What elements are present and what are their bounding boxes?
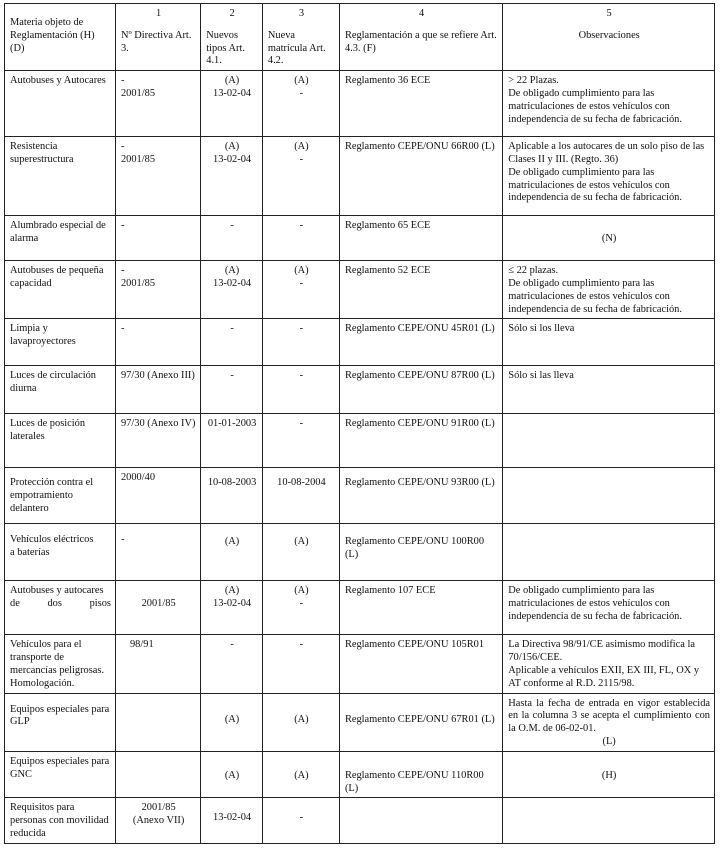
cell-reglamentacion: Reglamento 36 ECE (339, 71, 502, 137)
cell-nuevos: (A) (201, 524, 263, 581)
table-row (5, 319, 715, 366)
header-matricula-label: Nueva matrícula Art. 4.2. (267, 29, 326, 67)
cell-directiva: - 2001/85 (115, 137, 200, 216)
cell-reglamentacion (339, 798, 502, 843)
cell-nuevos: (A) 13-02-04 (201, 581, 263, 635)
cell-nuevos: (A) (201, 693, 263, 751)
cell-observaciones (503, 693, 715, 751)
cell-nuevos: (A) 13-02-04 (201, 137, 263, 216)
cell-matricula: (A) (262, 524, 339, 581)
cell-observaciones: (N) (503, 216, 715, 261)
cell-nuevos: - (201, 216, 263, 261)
cell-observaciones: ≤ 22 plazas. De obligado cumplimiento para las matriculaciones de estos vehículos con independencia de su fecha de fabricación. (503, 261, 715, 319)
cell-directiva: - (115, 216, 200, 261)
cell-observaciones (503, 414, 715, 468)
cell-directiva: 97/30 (Anexo IV) (115, 414, 200, 468)
cell-nuevos: (A) (201, 751, 263, 798)
header-row (5, 4, 715, 71)
cell-reglamentacion: Reglamento 52 ECE (339, 261, 502, 319)
header-observaciones (503, 4, 715, 71)
cell-materia: Resistencia superestructura (5, 137, 116, 216)
cell-reglamentacion: Reglamento CEPE/ONU 93R00 (L) (339, 468, 502, 524)
header-directiva (115, 4, 200, 71)
cell-nuevos: 01-01-2003 (201, 414, 263, 468)
cell-reglamentacion: Reglamento CEPE/ONU 105R01 (339, 635, 502, 693)
header-directiva-label: Nº Directiva Art. 3. (120, 29, 192, 54)
cell-nuevos: (A) 13-02-04 (201, 261, 263, 319)
table-row (5, 216, 715, 261)
table-row (5, 798, 715, 843)
table-row (5, 524, 715, 581)
header-number-3: 3 (298, 8, 305, 19)
header-reglamentacion-label: Reglamentación a que se refiere Art. 4.3. (F) (344, 29, 497, 54)
cell-matricula: 10-08-2004 (262, 468, 339, 524)
cell-observaciones (503, 524, 715, 581)
cell-reglamentacion: Reglamento CEPE/ONU 45R01 (L) (339, 319, 502, 366)
cell-nuevos: 13-02-04 (201, 798, 263, 843)
cell-materia: Autobuses y autocares de dos pisos (5, 581, 116, 635)
observaciones-note: (L) (602, 735, 616, 747)
table-row (5, 751, 715, 798)
table-row (5, 71, 715, 137)
cell-directiva: - 2001/85 (115, 71, 200, 137)
header-materia-label: Materia objeto de Reglamentación (H) (D) (10, 17, 95, 54)
cell-matricula: (A) (262, 751, 339, 798)
cell-observaciones: Aplicable a los autocares de un solo piso de las Clases II y III. (Regto. 36) De obligado cumplimiento para las matriculaciones de estos vehículos con independencia de su fecha de fabricación. (503, 137, 715, 216)
cell-materia: Autobuses y Autocares (5, 71, 116, 137)
cell-observaciones: La Directiva 98/91/CE asimismo modifica la 70/156/CEE. Aplicable a vehículos EXII, EX III, FL, OX y AT conforme al R.D. 2115/98. (503, 635, 715, 693)
cell-observaciones: Sólo si las lleva (503, 366, 715, 414)
header-matricula (262, 4, 339, 71)
cell-nuevos: - (201, 319, 263, 366)
cell-reglamentacion: Reglamento 107 ECE (339, 581, 502, 635)
cell-nuevos: - (201, 366, 263, 414)
cell-matricula: (A) - (262, 137, 339, 216)
cell-matricula: - (262, 366, 339, 414)
table-row (5, 261, 715, 319)
cell-reglamentacion: Reglamento CEPE/ONU 87R00 (L) (339, 366, 502, 414)
cell-materia: Autobuses de pequeña capacidad (5, 261, 116, 319)
cell-reglamentacion: Reglamento CEPE/ONU 100R00 (L) (339, 524, 502, 581)
cell-observaciones: > 22 Plazas. De obligado cumplimiento para las matriculaciones de estos vehículos con independencia de su fecha de fabricación. (503, 71, 715, 137)
header-observaciones-label: Observaciones (578, 29, 640, 41)
table-row (5, 414, 715, 468)
cell-matricula: - (262, 635, 339, 693)
cell-reglamentacion: Reglamento CEPE/ONU 91R00 (L) (339, 414, 502, 468)
cell-directiva: 2001/85 (115, 581, 200, 635)
cell-materia: Requisitos para personas con movilidad reducida (5, 798, 116, 843)
header-reglamentacion (339, 4, 502, 71)
header-number-4: 4 (419, 8, 425, 19)
cell-matricula: (A) - (262, 261, 339, 319)
cell-observaciones (503, 798, 715, 843)
cell-observaciones: Sólo si los lleva (503, 319, 715, 366)
cell-materia: Alumbrado especial de alarma (5, 216, 116, 261)
cell-directiva: - (115, 524, 200, 581)
cell-materia: Vehículos eléctricos a baterías (5, 524, 116, 581)
cell-observaciones: De obligado cumplimiento para las matriculaciones de estos vehículos con independencia de su fecha de fabricación. (503, 581, 715, 635)
cell-directiva: - 2001/85 (115, 261, 200, 319)
cell-directiva: 97/30 (Anexo III) (115, 366, 200, 414)
cell-directiva: 2000/40 (115, 468, 200, 524)
header-materia (5, 4, 116, 71)
cell-reglamentacion: Reglamento CEPE/ONU 67R01 (L) (339, 693, 502, 751)
cell-materia: Equipos especiales para GLP (5, 693, 116, 751)
cell-materia: Limpia y lavaproyectores (5, 319, 116, 366)
table-row (5, 635, 715, 693)
cell-directiva: 98/91 (115, 635, 200, 693)
cell-materia: Vehículos para el transporte de mercancías peligrosas. Homologación. (5, 635, 116, 693)
cell-matricula: - (262, 414, 339, 468)
header-nuevos-label: Nuevos tipos Art. 4.1. (206, 29, 245, 67)
cell-reglamentacion: Reglamento CEPE/ONU 110R00 (L) (339, 751, 502, 798)
cell-materia: Luces de posición laterales (5, 414, 116, 468)
cell-matricula: - (262, 798, 339, 843)
cell-reglamentacion: Reglamento 65 ECE (339, 216, 502, 261)
cell-directiva: - (115, 319, 200, 366)
cell-directiva (115, 751, 200, 798)
cell-matricula: (A) - (262, 71, 339, 137)
header-number-5: 5 (606, 8, 612, 19)
cell-directiva: 2001/85 (Anexo VII) (115, 798, 200, 843)
cell-observaciones: (H) (503, 751, 715, 798)
table-row (5, 366, 715, 414)
cell-matricula: - (262, 319, 339, 366)
cell-nuevos: 10-08-2003 (201, 468, 263, 524)
observaciones-text: Hasta la fecha de entrada en vigor establecida en la columna 3 se acepta el cumplimiento con la O.M. de 06-02-01. (508, 697, 710, 735)
table-row (5, 137, 715, 216)
table-row (5, 693, 715, 751)
regulation-table (4, 3, 715, 844)
cell-matricula: - (262, 216, 339, 261)
table-row (5, 581, 715, 635)
cell-matricula: (A) - (262, 581, 339, 635)
header-number-1: 1 (156, 8, 162, 19)
cell-materia: Equipos especiales para GNC (5, 751, 116, 798)
cell-observaciones (503, 468, 715, 524)
cell-materia: Luces de circulación diurna (5, 366, 116, 414)
cell-nuevos: (A) 13-02-04 (201, 71, 263, 137)
cell-directiva (115, 693, 200, 751)
header-nuevos (201, 4, 263, 71)
cell-materia: Protección contra el empotramiento delantero (5, 468, 116, 524)
cell-reglamentacion: Reglamento CEPE/ONU 66R00 (L) (339, 137, 502, 216)
table-row (5, 468, 715, 524)
cell-nuevos: - (201, 635, 263, 693)
header-number-2: 2 (229, 8, 235, 19)
cell-matricula: (A) (262, 693, 339, 751)
